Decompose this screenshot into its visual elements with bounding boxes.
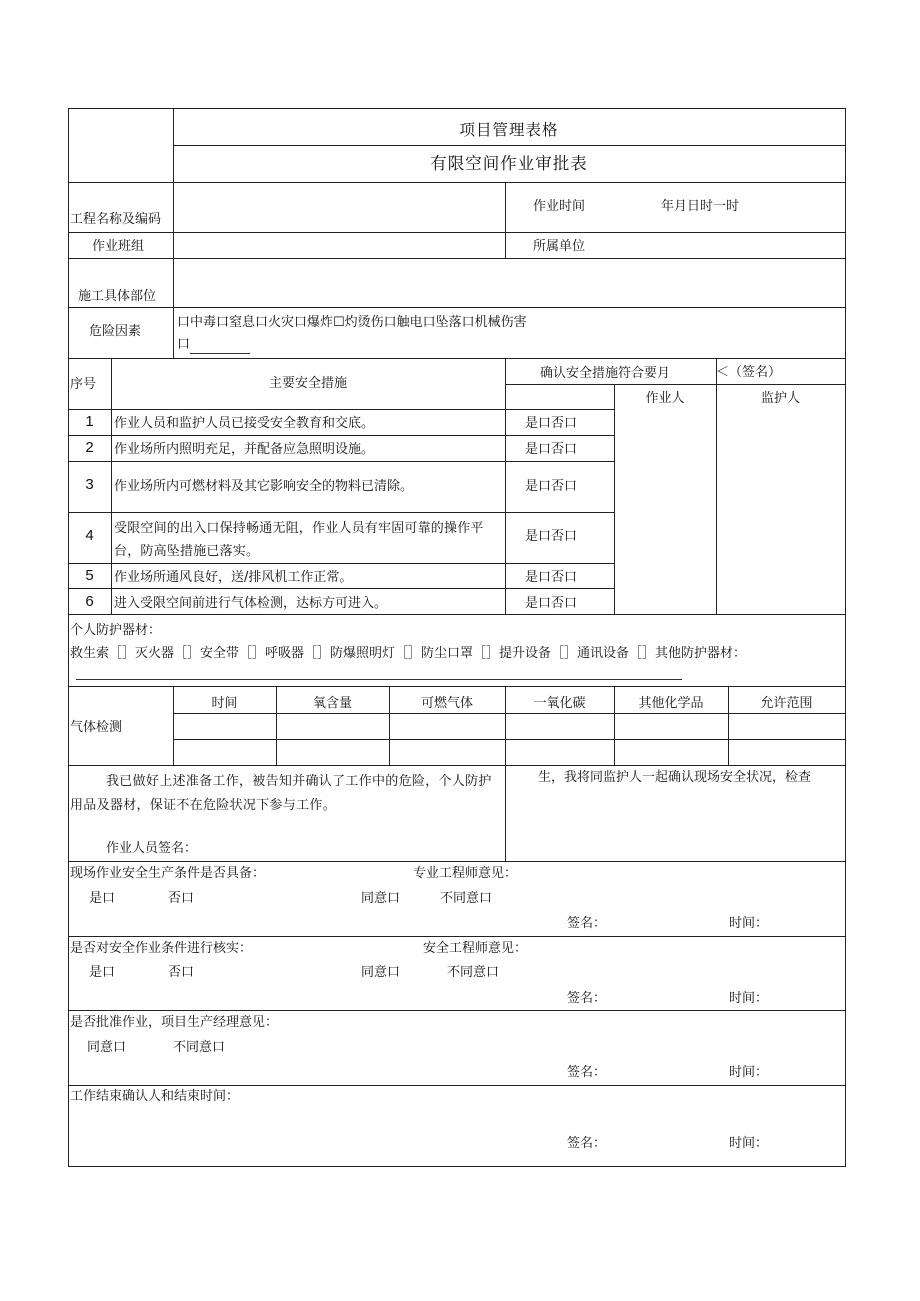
frame-left xyxy=(68,108,69,1166)
measure-no: 5 xyxy=(85,567,94,584)
verify-conditions-question: 是否对安全作业条件进行核实： xyxy=(70,941,253,956)
measure-header: 主要安全措施 xyxy=(268,376,347,391)
col-worker-divider xyxy=(614,384,615,614)
row-line-5 xyxy=(68,588,614,589)
ppe-bottom xyxy=(68,686,846,687)
declaration-bottom xyxy=(68,861,846,862)
work-time-format: 年月日时一时 xyxy=(661,199,740,214)
sign-header: ＜（签名） xyxy=(716,365,782,380)
gas-header-chemicals: 其他化学品 xyxy=(638,696,704,711)
gas-header-time: 时间 xyxy=(211,696,238,711)
measure-check[interactable]: 是口否口 xyxy=(525,416,578,431)
col-no-divider xyxy=(111,358,112,614)
measure-check[interactable]: 是口否口 xyxy=(525,570,578,585)
option-agree[interactable]: 同意口 xyxy=(361,965,401,980)
row-line-2 xyxy=(68,461,614,462)
team-label: 作业班组 xyxy=(92,239,145,254)
option-no[interactable]: 否口 xyxy=(168,891,195,906)
no-header: 序号 xyxy=(70,377,97,392)
hazards-options[interactable]: 口中毒口窒息口火灾口爆炸☐灼烫伤口触电口坠落口机械伤害 xyxy=(177,315,527,330)
form-title: 有限空间作业审批表 xyxy=(430,154,588,173)
row-line-3 xyxy=(68,512,614,513)
frame-bottom xyxy=(68,1166,846,1167)
measure-no: 6 xyxy=(85,593,94,610)
measure-check[interactable]: 是口否口 xyxy=(525,529,578,544)
option-yes[interactable]: 是口 xyxy=(89,965,116,980)
col-check-divider xyxy=(505,358,506,614)
measure-no: 1 xyxy=(85,413,94,430)
measure-text: 作业场所内照明充足，并配备应急照明设施。 xyxy=(114,442,375,457)
measures-top xyxy=(68,358,846,359)
section1-bottom xyxy=(68,936,846,937)
unit-label: 所属单位 xyxy=(533,239,586,254)
gas-header-co: 一氧化碳 xyxy=(533,696,586,711)
gas-header-flammable: 可燃气体 xyxy=(420,696,473,711)
option-disagree[interactable]: 不同意口 xyxy=(447,965,500,980)
measure-check[interactable]: 是口否口 xyxy=(525,442,578,457)
measure-text: 进入受限空间前进行气体检测，达标方可进入。 xyxy=(114,596,388,611)
ppe-blank[interactable] xyxy=(76,679,682,680)
guardian-declaration: 生，我将同监护人一起确认现场安全状况，检查 xyxy=(538,770,812,785)
measure-text: 作业场所内可燃材料及其它影响安全的物料已清除。 xyxy=(114,479,414,494)
measure-text: 作业人员和监护人员已接受安全教育和交底。 xyxy=(114,416,375,431)
worker-declaration: 我已做好上述准备工作，被告知并确认了工作中的危险，个人防护用品及器材，保证不在危险状况下参与工作。 xyxy=(70,774,492,813)
project-label: 工程名称及编码 xyxy=(70,212,162,227)
gas-bottom xyxy=(68,765,846,766)
worker-header: 作业人 xyxy=(645,391,685,406)
worker-sign-label: 作业人员签名： xyxy=(106,841,198,856)
header-bottom xyxy=(68,182,846,183)
option-yes[interactable]: 是口 xyxy=(89,891,116,906)
work-time-label: 作业时间 xyxy=(533,199,586,214)
time-label: 时间： xyxy=(729,1136,769,1151)
sign-label: 签名： xyxy=(567,1065,607,1080)
ppe-items[interactable]: 救生索［］灭火器［］安全带［］呼吸器［］防爆照明灯［］防尘口罩［］提升设备［］通讯设备［］其他防护器材： xyxy=(70,646,747,661)
option-disagree[interactable]: 不同意口 xyxy=(173,1040,226,1055)
row-line-4 xyxy=(68,563,614,564)
time-label: 时间： xyxy=(729,1065,769,1080)
guardian-header: 监护人 xyxy=(760,391,800,406)
measure-check[interactable]: 是口否口 xyxy=(525,479,578,494)
hazards-label: 危险因素 xyxy=(89,324,142,339)
confirm-subheader-line xyxy=(505,384,846,385)
gas-line-2 xyxy=(173,739,846,740)
declaration-divider xyxy=(505,765,506,861)
info-line-3 xyxy=(68,307,846,308)
sign-label: 签名： xyxy=(567,991,607,1006)
option-disagree[interactable]: 不同意口 xyxy=(440,891,493,906)
gas-header-range: 允许范围 xyxy=(760,696,813,711)
gas-header-oxygen: 氧含量 xyxy=(312,696,352,711)
frame-right xyxy=(845,108,846,1166)
safety-conditions-question: 现场作业安全生产条件是否具备： xyxy=(70,866,266,881)
measures-header-bottom xyxy=(68,409,614,410)
row-line-1 xyxy=(68,435,614,436)
sign-label: 签名： xyxy=(567,1136,607,1151)
measure-text: 受限空间的出入口保持畅通无阻，作业人员有牢固可靠的操作平台，防高坠措施已落实。 xyxy=(114,521,484,559)
info-line-2 xyxy=(68,258,846,259)
section3-bottom xyxy=(68,1085,846,1086)
time-label: 时间： xyxy=(729,991,769,1006)
company-title: 项目管理表格 xyxy=(459,121,559,139)
option-agree[interactable]: 同意口 xyxy=(361,891,401,906)
measure-no: 3 xyxy=(85,476,94,493)
info-divider xyxy=(505,182,506,258)
measure-no: 4 xyxy=(85,527,94,544)
measures-bottom xyxy=(68,614,846,615)
time-label: 时间： xyxy=(729,916,769,931)
option-agree[interactable]: 同意口 xyxy=(87,1040,127,1055)
approve-work-question: 是否批准作业，项目生产经理意见： xyxy=(70,1015,279,1030)
gas-label: 气体检测 xyxy=(70,720,123,735)
measure-check[interactable]: 是口否口 xyxy=(525,596,578,611)
engineer-opinion-label: 专业工程师意见： xyxy=(413,866,518,881)
hazards-other-blank[interactable] xyxy=(190,353,250,354)
completion-confirm-label: 工作结束确认人和结束时间： xyxy=(70,1089,240,1104)
info-line-1 xyxy=(68,232,846,233)
header-divider xyxy=(173,145,845,146)
measure-no: 2 xyxy=(85,439,94,456)
measure-text: 作业场所通风良好，送/排风机工作正常。 xyxy=(114,570,353,585)
confirm-header: 确认安全措施符合要月 xyxy=(540,366,671,381)
gas-line-1 xyxy=(173,713,846,714)
option-no[interactable]: 否口 xyxy=(168,965,195,980)
ppe-label: 个人防护器材： xyxy=(70,623,162,638)
section2-bottom xyxy=(68,1010,846,1011)
frame-top xyxy=(68,108,846,109)
location-label: 施工具体部位 xyxy=(78,289,157,304)
sign-label: 签名： xyxy=(567,916,607,931)
hazards-other[interactable]: 口 xyxy=(177,337,191,352)
safety-engineer-opinion-label: 安全工程师意见： xyxy=(423,941,528,956)
